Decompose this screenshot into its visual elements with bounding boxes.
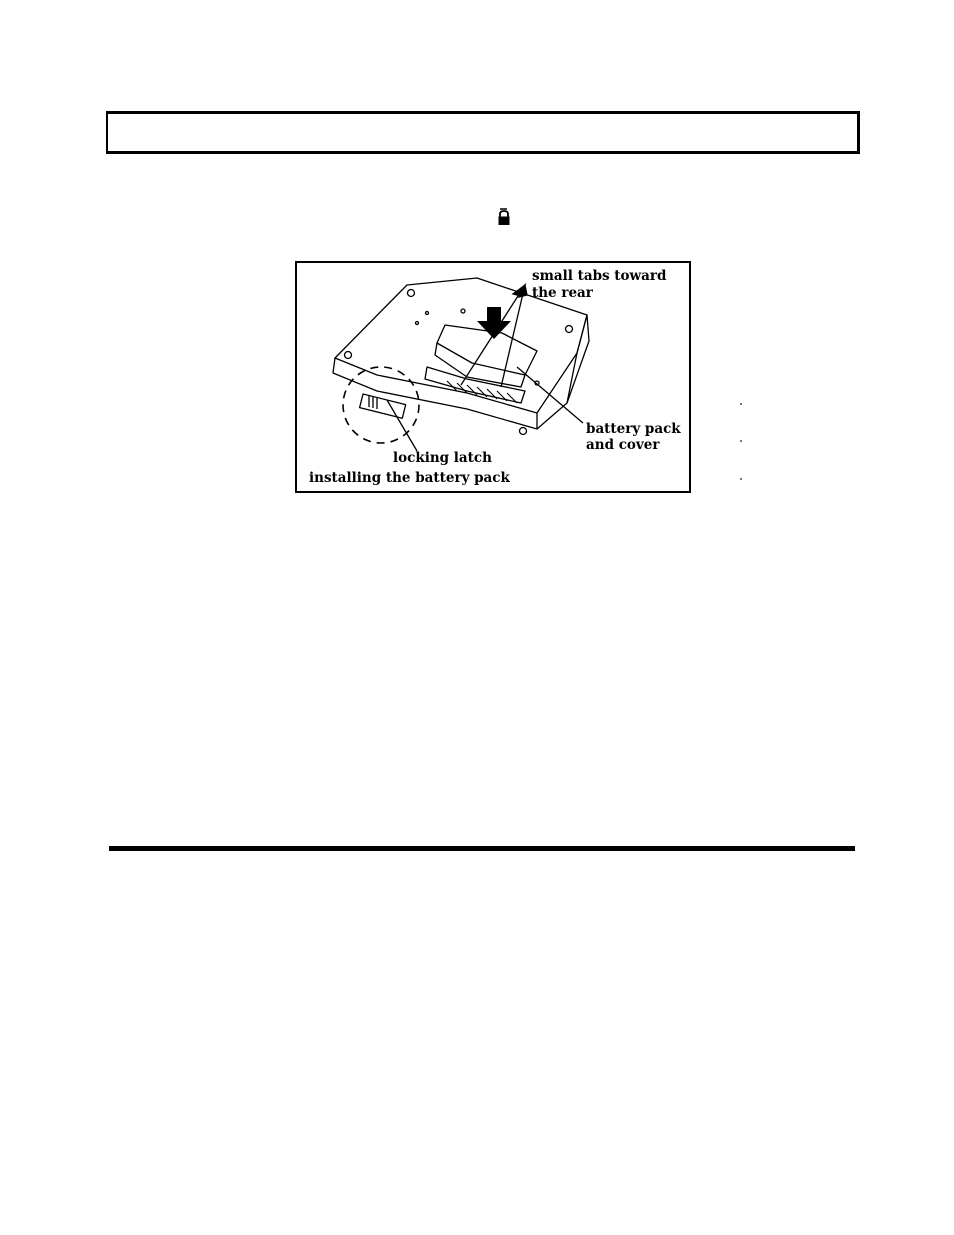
figure-caption: installing the battery pack [309,470,510,486]
laptop-illustration [297,263,689,491]
scan-speck [740,478,742,480]
label-locking-latch: locking latch [393,450,492,466]
label-small-tabs-line2: the rear [532,285,593,301]
header-box [106,111,860,154]
scan-speck [740,403,742,405]
label-battery-pack-line2: and cover [586,437,660,453]
label-small-tabs-line1: small tabs toward [532,268,667,284]
figure-frame [295,261,691,493]
lock-icon [497,208,511,226]
label-battery-pack-line1: battery pack [586,421,681,437]
section-divider [109,846,855,851]
scan-speck [740,440,742,442]
